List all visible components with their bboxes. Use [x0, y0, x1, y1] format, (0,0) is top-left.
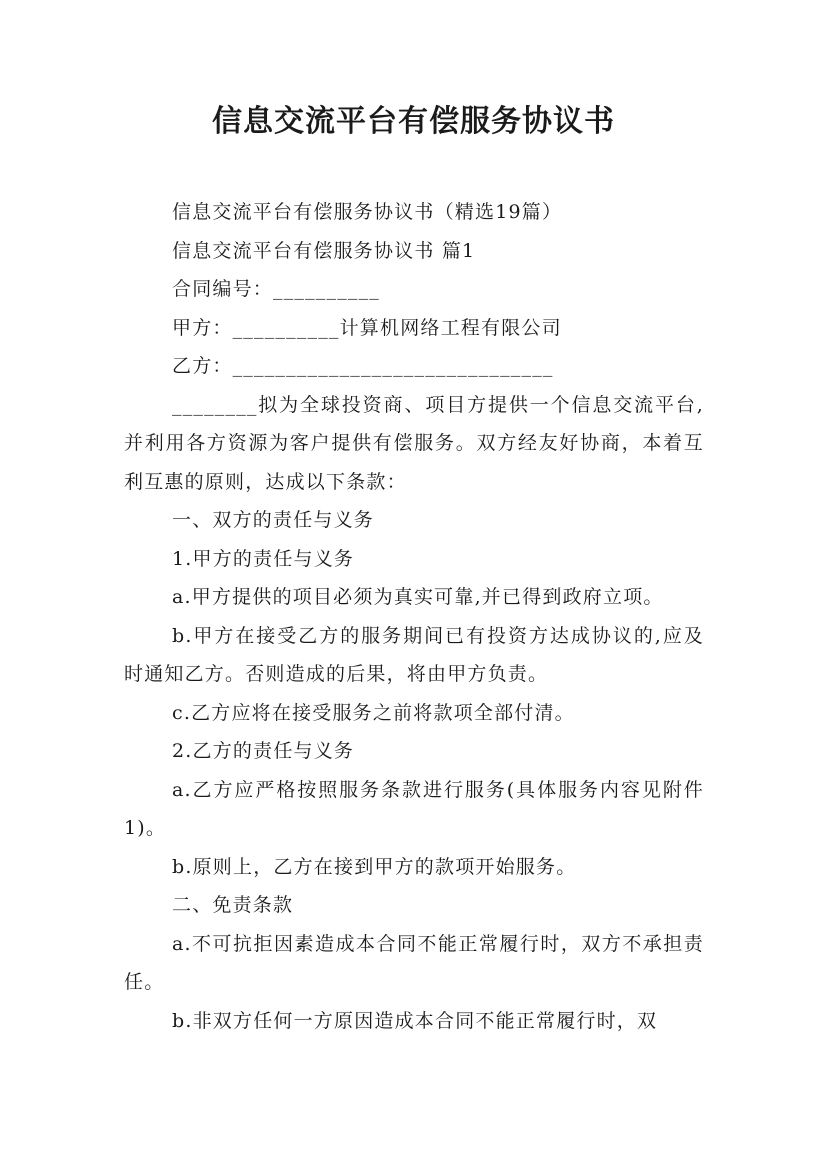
paragraph-item: c.乙方应将在接受服务之前将款项全部付清。	[172, 701, 575, 724]
paragraph-item: b.甲方在接受乙方的服务期间已有投资方达成协议的,应及时通知乙方。否则造成的后果，将由甲方负责。	[124, 624, 704, 685]
paragraph-clause-heading-2: 二、免责条款	[172, 894, 294, 916]
paragraph-subheading-party-b: 2.乙方的责任与义务	[172, 740, 355, 762]
paragraph-item: a.乙方应严格按照服务条款进行服务(具体服务内容见附件1)。	[124, 778, 704, 839]
paragraph-item: b.非双方任何一方原因造成本合同不能正常履行时，双	[172, 1009, 658, 1032]
document-body	[124, 193, 704, 1040]
paragraph-party-a: 甲方：__________计算机网络工程有限公司	[172, 316, 562, 339]
paragraph-section-heading: 信息交流平台有偿服务协议书 篇1	[172, 239, 476, 262]
paragraph-clause-heading-1: 一、双方的责任与义务	[172, 509, 375, 531]
paragraph-subtitle: 信息交流平台有偿服务协议书（精选19篇）	[172, 201, 563, 223]
paragraph-subheading-party-a: 1.甲方的责任与义务	[172, 547, 355, 570]
paragraph-item: b.原则上，乙方在接到甲方的款项开始服务。	[172, 855, 577, 878]
paragraph-preamble: ________拟为全球投资商、项目方提供一个信息交流平台,并利用各方资源为客户提供有偿服务。双方经友好协商，本着互利互惠的原则，达成以下条款：	[124, 393, 704, 493]
paragraph-item: a.不可抗拒因素造成本合同不能正常履行时，双方不承担责任。	[124, 932, 704, 993]
paragraph-item: a.甲方提供的项目必须为真实可靠,并已得到政府立项。	[172, 586, 664, 608]
document-title: 信息交流平台有偿服务协议书	[212, 104, 615, 139]
paragraph-contract-number: 合同编号：__________	[172, 278, 381, 300]
paragraph-party-b: 乙方：______________________________	[172, 355, 554, 377]
